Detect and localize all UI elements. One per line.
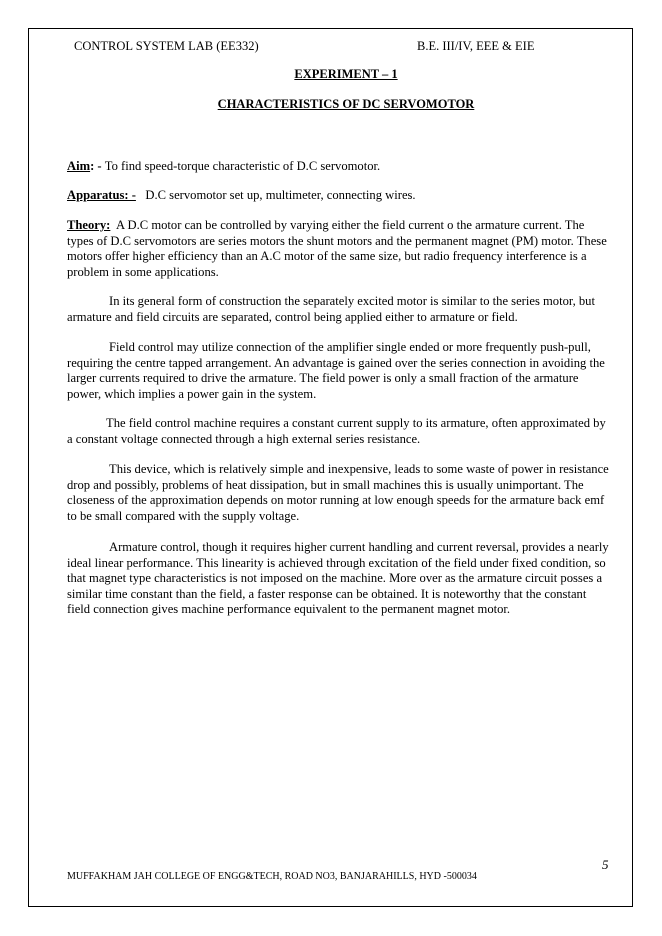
aim-label: Aim	[67, 159, 91, 173]
theory-paragraph	[67, 462, 611, 524]
paragraph-text: In its general form of construction the separately excited motor is similar to the series motor, but armature and field circuits are separated, control being applied either to armature or field.	[67, 294, 595, 324]
page-number: 5	[602, 857, 609, 872]
paragraph-text: Armature control, though it requires higher current handling and current reversal, provides a nearly ideal linear performance. This linearity is achieved through excitation of the field under fixed condition, so that magnet type characteristics is not imposed on the machine. More over as the armature circuit posses a similar time constant than the field, a faster response can be obtained. It is noteworthy that the constant field connection gives machine performance equivalent to the permanent magnet motor.	[67, 540, 609, 616]
theory-label: Theory:	[67, 218, 111, 232]
aim-text: To find speed-torque characteristic of D.C servomotor.	[104, 159, 381, 173]
apparatus-section	[67, 188, 611, 204]
experiment-subtitle: CHARACTERISTICS OF DC SERVOMOTOR	[217, 97, 475, 111]
experiment-title: EXPERIMENT – 1	[294, 67, 398, 81]
paragraph-text: The field control machine requires a constant current supply to its armature, often approximated by a constant voltage connected through a high external series resistance.	[67, 416, 606, 446]
apparatus-label: Apparatus: -	[67, 188, 136, 202]
theory-paragraph	[67, 416, 611, 447]
header-course: CONTROL SYSTEM LAB (EE332)	[74, 39, 259, 53]
footer-address: MUFFAKHAM JAH COLLEGE OF ENGG&TECH, ROAD NO3, BANJARAHILLS, HYD -500034	[67, 871, 477, 882]
apparatus-text: D.C servomotor set up, multimeter, connecting wires.	[145, 188, 416, 202]
theory-intro-text: A D.C motor can be controlled by varying either the field current o the armature current. The types of D.C servomotors are series motors the shunt motors and the permanent magnet (PM) motor. These motors offer higher efficiency than an A.C motor of the same size, but radio frequency interference is a problem in some applications.	[67, 218, 607, 279]
theory-paragraph	[67, 540, 611, 618]
header-class: B.E. III/IV, EEE & EIE	[417, 39, 535, 53]
aim-separator: : -	[90, 159, 105, 173]
paragraph-text: Field control may utilize connection of the amplifier single ended or more frequently push-pull, requiring the centre tapped arrangement. An advantage is gained over the series connection in avoiding the larger currents required to drive the armature. The field power is only a small fraction of the armature power, which implies a power gain in the system.	[67, 340, 605, 401]
theory-paragraph	[67, 294, 611, 325]
aim-section	[67, 159, 611, 175]
theory-intro	[67, 218, 611, 280]
paragraph-text: This device, which is relatively simple and inexpensive, leads to some waste of power in resistance drop and possibly, problems of heat dissipation, but in small machines this is usually unimportant. The closeness of the approximation depends on motor running at low enough speeds for the armature back emf to be small compared with the supply voltage.	[67, 462, 609, 523]
theory-paragraph	[67, 340, 611, 402]
